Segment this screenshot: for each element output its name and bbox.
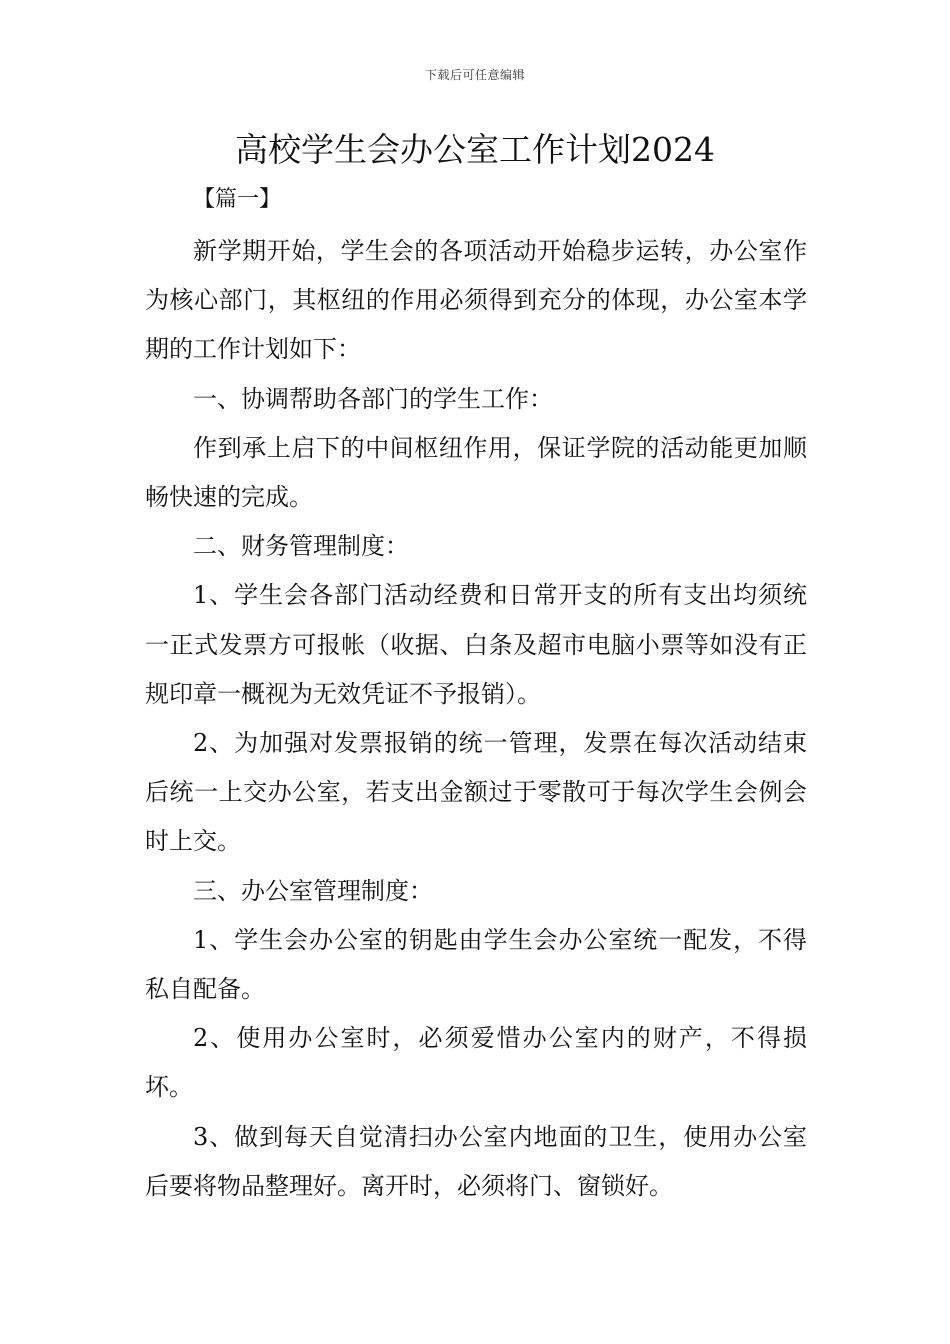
paragraph: 一、协调帮助各部门的学生工作：	[193, 384, 553, 413]
paragraph: 1、学生会各部门活动经费和日常开支的所有支出均须统一正式发票方可报帐（收据、白条及超市电脑小票等如没有正规印章一概视为无效凭证不予报销）。	[145, 581, 807, 708]
paragraph: 三、办公室管理制度：	[193, 876, 433, 905]
paragraph: 1、学生会办公室的钥匙由学生会办公室统一配发，不得私自配备。	[145, 925, 807, 1004]
paragraph: 新学期开始，学生会的各项活动开始稳步运转，办公室作为核心部门，其枢纽的作用必须得到充分的体现，办公室本学期的工作计划如下：	[145, 237, 807, 364]
section-label: 【篇一】	[193, 187, 282, 212]
paragraph: 3、做到每天自觉清扫办公室内地面的卫生，使用办公室后要将物品整理好。离开时，必须将门、窗锁好。	[145, 1122, 807, 1200]
header-note: 下载后可任意编辑	[424, 68, 525, 82]
document-title: 高校学生会办公室工作计划2024	[235, 130, 715, 169]
paragraph: 二、财务管理制度：	[193, 532, 409, 561]
document-body	[145, 227, 807, 1211]
paragraph: 作到承上启下的中间枢纽作用，保证学院的活动能更加顺畅快速的完成。	[145, 433, 807, 512]
paragraph: 2、为加强对发票报销的统一管理，发票在每次活动结束后统一上交办公室，若支出金额过于零散可于每次学生会例会时上交。	[145, 729, 807, 856]
paragraph: 2、使用办公室时，必须爱惜办公室内的财产，不得损坏。	[145, 1024, 807, 1102]
